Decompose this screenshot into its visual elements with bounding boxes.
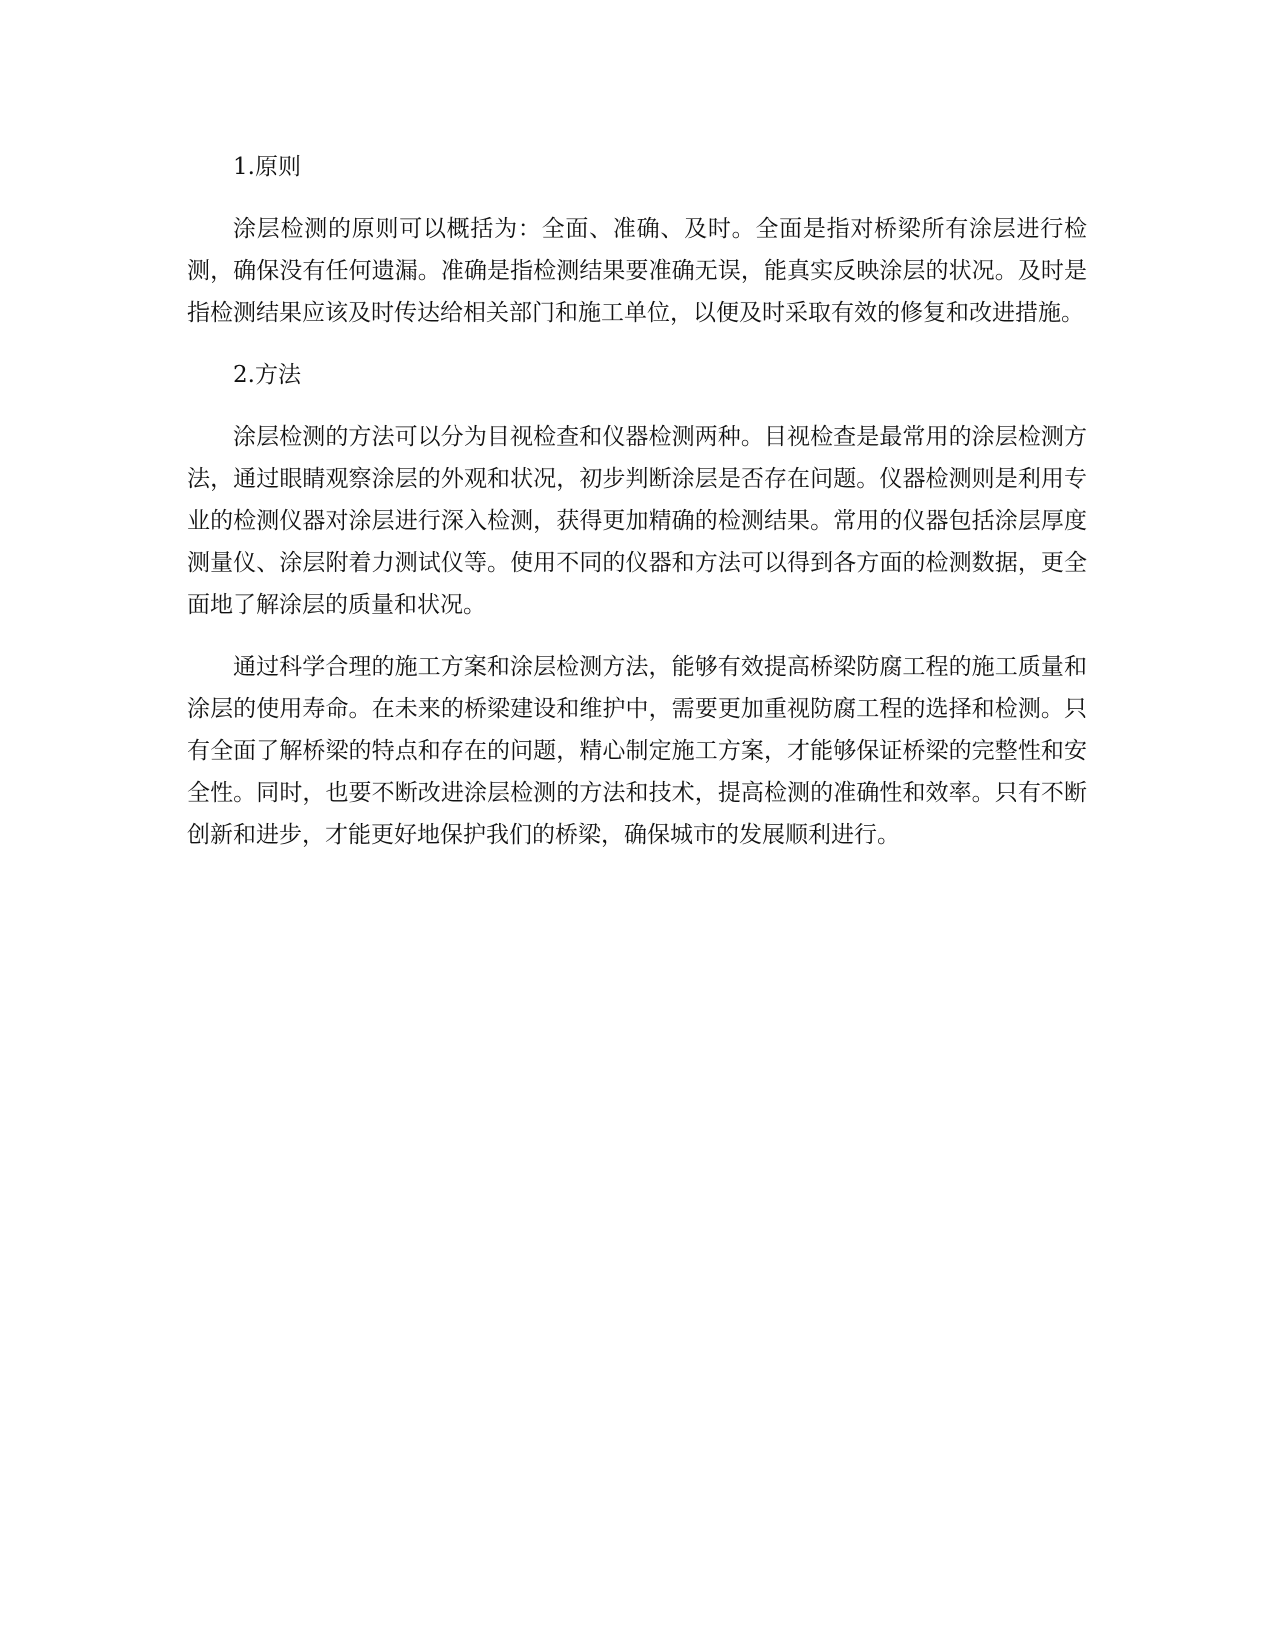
paragraph-conclusion: 通过科学合理的施工方案和涂层检测方法，能够有效提高桥梁防腐工程的施工质量和涂层的使用寿命。在未来的桥梁建设和维护中，需要更加重视防腐工程的选择和检测。只有全面了解桥梁的特点和存在的问题，精心制定施工方案，才能够保证桥梁的完整性和安全性。同时，也要不断改进涂层检测的方法和技术，提高检测的准确性和效率。只有不断创新和进步，才能更好地保护我们的桥梁，确保城市的发展顺利进行。 [187, 654, 1087, 848]
paragraph-principles: 涂层检测的原则可以概括为：全面、准确、及时。全面是指对桥梁所有涂层进行检测，确保没有任何遗漏。准确是指检测结果要准确无误，能真实反映涂层的状况。及时是指检测结果应该及时传达给相关部门和施工单位，以便及时采取有效的修复和改进措施。 [187, 216, 1087, 326]
section-heading-principles: 1.原则 [233, 154, 301, 180]
paragraph-methods: 涂层检测的方法可以分为目视检查和仪器检测两种。目视检查是最常用的涂层检测方法，通过眼睛观察涂层的外观和状况，初步判断涂层是否存在问题。仪器检测则是利用专业的检测仪器对涂层进行深入检测，获得更加精确的检测结果。常用的仪器包括涂层厚度测量仪、涂层附着力测试仪等。使用不同的仪器和方法可以得到各方面的检测数据，更全面地了解涂层的质量和状况。 [187, 424, 1087, 618]
document-body [187, 146, 1087, 876]
section-heading-methods: 2.方法 [233, 362, 301, 388]
